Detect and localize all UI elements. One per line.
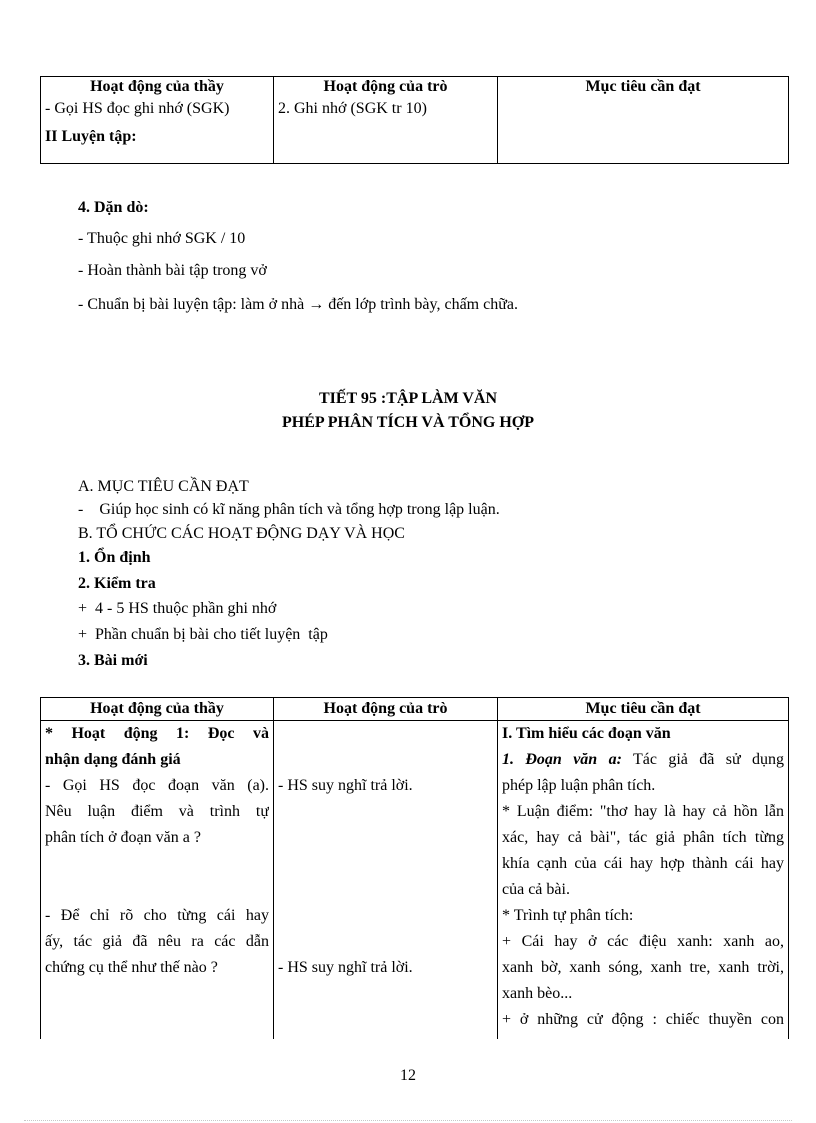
activity-table-1: [40, 76, 789, 164]
homework-item: - Thuộc ghi nhớ SGK / 10: [78, 230, 246, 247]
goal-line: * Luận điểm: "thơ hay là hay cả hồn lẫn: [502, 803, 784, 820]
teacher-line: * Hoạt động 1: Đọc và: [45, 725, 269, 742]
goal-line: * Trình tự phân tích:: [502, 907, 634, 924]
table1-student-cell: [274, 99, 498, 164]
student-line: - HS suy nghĩ trả lời.: [278, 777, 413, 794]
lesson-subtitle: PHÉP PHÂN TÍCH VÀ TỔNG HỢP: [281, 414, 535, 431]
section-b-heading: B. TỔ CHỨC CÁC HOẠT ĐỘNG DẠY VÀ HỌC: [78, 525, 405, 542]
table1-header-student: Hoạt động của trò: [274, 77, 498, 99]
section-a-item: - Giúp học sinh có kĩ năng phân tích và tổng hợp trong lập luận.: [78, 501, 500, 518]
goal-line: của cả bài.: [502, 881, 570, 898]
goal-line: khía cạnh của cái hay hợp thành cái hay: [502, 855, 784, 872]
footer-rule: [24, 1120, 792, 1121]
table1-header-teacher: Hoạt động của thầy: [41, 77, 274, 99]
homework-item: - Hoàn thành bài tập trong vở: [78, 262, 267, 279]
goal-heading: I. Tìm hiểu các đoạn văn: [502, 725, 671, 742]
teacher-line: - Để chỉ rõ cho từng cái hay: [45, 907, 269, 924]
table1-teacher-line2: II Luyện tập:: [45, 127, 137, 145]
goal-para-a-label: 1. Đoạn văn a:: [502, 751, 622, 768]
step-2-heading: 2. Kiểm tra: [78, 575, 156, 592]
step-1-heading: 1. Ổn định: [78, 549, 151, 566]
table2-header-teacher: Hoạt động của thầy: [41, 698, 274, 721]
step-3-heading: 3. Bài mới: [78, 652, 148, 669]
goal-line: xác, hay cả bài", tác giả phân tích từng: [502, 829, 784, 846]
homework-heading: 4. Dặn dò:: [78, 199, 149, 216]
teacher-line: - Gọi HS đọc đoạn văn (a).: [45, 777, 269, 794]
page-number: 12: [400, 1067, 416, 1084]
table2-goal-cell: [498, 721, 789, 1039]
table2-student-cell: [274, 721, 498, 1039]
section-a-heading: A. MỤC TIÊU CẦN ĐẠT: [78, 478, 249, 495]
goal-line: [502, 747, 784, 773]
homework-item: - Chuẩn bị bài luyện tập: làm ở nhà → đến lớp trình bày, chấm chữa.: [78, 296, 518, 313]
table1-header-goal: Mục tiêu cần đạt: [498, 77, 789, 164]
table1-teacher-cell: [41, 99, 274, 164]
table2-header-goal: Mục tiêu cần đạt: [498, 698, 789, 721]
teacher-line: Nêu luận điểm và trình tự: [45, 803, 269, 820]
teacher-line: ấy, tác giả đã nêu ra các dẫn: [45, 933, 269, 950]
goal-line: xanh bèo...: [502, 985, 573, 1002]
teacher-line: chứng cụ thể như thế nào ?: [45, 959, 218, 976]
table1-teacher-line1: - Gọi HS đọc ghi nhớ (SGK): [45, 99, 230, 117]
goal-line: + ở những cử động : chiếc thuyền con: [502, 1011, 784, 1028]
goal-line: + Cái hay ở các điệu xanh: xanh ao,: [502, 933, 784, 950]
student-line: - HS suy nghĩ trả lời.: [278, 959, 413, 976]
step-2-item: + Phần chuẩn bị bài cho tiết luyện tập: [78, 626, 328, 643]
table1-student-line1: 2. Ghi nhớ (SGK tr 10): [278, 99, 427, 117]
teacher-line: phân tích ở đoạn văn a ?: [45, 829, 201, 846]
goal-line: xanh bờ, xanh sóng, xanh tre, xanh trời,: [502, 959, 784, 976]
goal-para-a-text: Tác giả đã sử dụng: [621, 751, 784, 768]
step-2-item: + 4 - 5 HS thuộc phần ghi nhớ: [78, 600, 277, 617]
activity-table-2: [40, 697, 789, 1039]
table2-header-student: Hoạt động của trò: [274, 698, 498, 721]
goal-line: phép lập luận phân tích.: [502, 777, 656, 794]
table2-teacher-cell: [41, 721, 274, 1039]
lesson-title: TIẾT 95 :TẬP LÀM VĂN: [318, 390, 498, 407]
teacher-line: nhận dạng đánh giá: [45, 751, 181, 768]
